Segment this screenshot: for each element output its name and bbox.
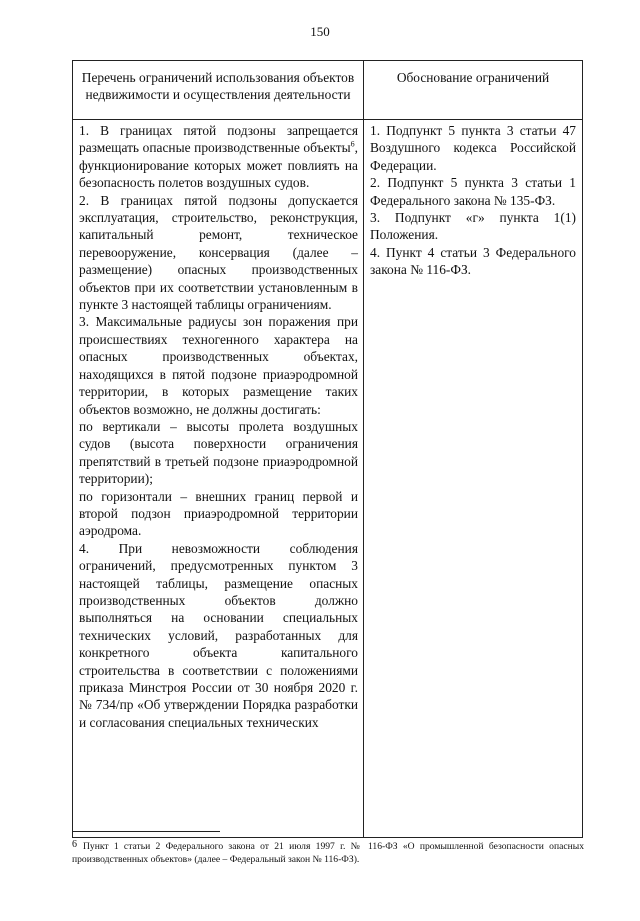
footnote-mark: 6 — [72, 839, 77, 850]
justification-item-4: 4. Пункт 4 статьи 3 Федерального закона № 116-ФЗ. — [370, 244, 576, 278]
footnote-reference: 6 — [350, 139, 355, 149]
justification-item-2: 2. Подпункт 5 пункта 3 статьи 1 Федерального закона № 135-ФЗ. — [370, 175, 576, 208]
restriction-item-3-vertical: по вертикали – высоты пролета воздушных судов (высота поверхности ограничения препятствий в третьей подзоне приаэродромной территории); — [79, 418, 358, 487]
restriction-item-1-text: 1. В границах пятой подзоны запрещается размещать опасные производственные объекты — [79, 123, 358, 156]
restriction-item-2: 2. В границах пятой подзоны допускается эксплуатация, строительство, реконструкция, капитальный ремонт, техническое перевооружение, консервация (далее – размещение) опасных производственных объектов при их соответствии установленным в пункте 3 настоящей таблицы ограничениям. — [79, 192, 358, 313]
header-justification: Обоснование ограничений — [396, 70, 550, 85]
justification-item-1: 1. Подпункт 5 пункта 3 статьи 47 Воздушного кодекса Российской Федерации. — [370, 123, 576, 173]
footnote — [72, 838, 584, 867]
restriction-item-4: 4. При невозможности соблюдения ограничений, предусмотренных пунктом 3 настоящей таблицы, размещение опасных производственных объектов должно выполняться на основании специальных технических условий, разработанных для конкретного объекта капитального строительства в соответствии с положениями приказа Минстроя России от 30 ноября 2020 г. № 734/пр «Об утверждении Порядка разработки и согласования специальных технических — [79, 540, 358, 730]
restriction-item-1 — [79, 122, 358, 192]
column-divider — [363, 61, 364, 837]
header-restrictions-list: Перечень ограничений использования объектов недвижимости и осуществления деятельности — [81, 70, 355, 102]
footnote-separator — [72, 831, 220, 832]
justification-item-3: 3. Подпункт «г» пункта 1(1) Положения. — [370, 210, 576, 243]
restriction-item-3: 3. Максимальные радиусы зон поражения при происшествиях техногенного характера на опасных производственных объектах, находящихся в пятой подзоне приаэродромной территории, в которых размещение таких объектов возможно, не должны достигать: — [79, 314, 358, 417]
restriction-item-1-text-cont: , функционирование которых может повлиять на безопасность полетов воздушных судов. — [79, 140, 358, 191]
restrictions-table — [72, 60, 583, 838]
header-divider — [73, 119, 582, 120]
footnote-text: Пункт 1 статьи 2 Федерального закона от 21 июля 1997 г. № 116-ФЗ «О промышленной безопасности опасных производственных объектов» (далее – Федеральный закон № 116-ФЗ). — [72, 841, 584, 866]
restriction-item-3-horizontal: по горизонтали – внешних границ первой и второй подзон приаэродромной территории аэродрома. — [79, 488, 358, 539]
restrictions-column — [79, 122, 358, 731]
page-number: 150 — [310, 24, 330, 39]
justification-column — [370, 122, 576, 279]
